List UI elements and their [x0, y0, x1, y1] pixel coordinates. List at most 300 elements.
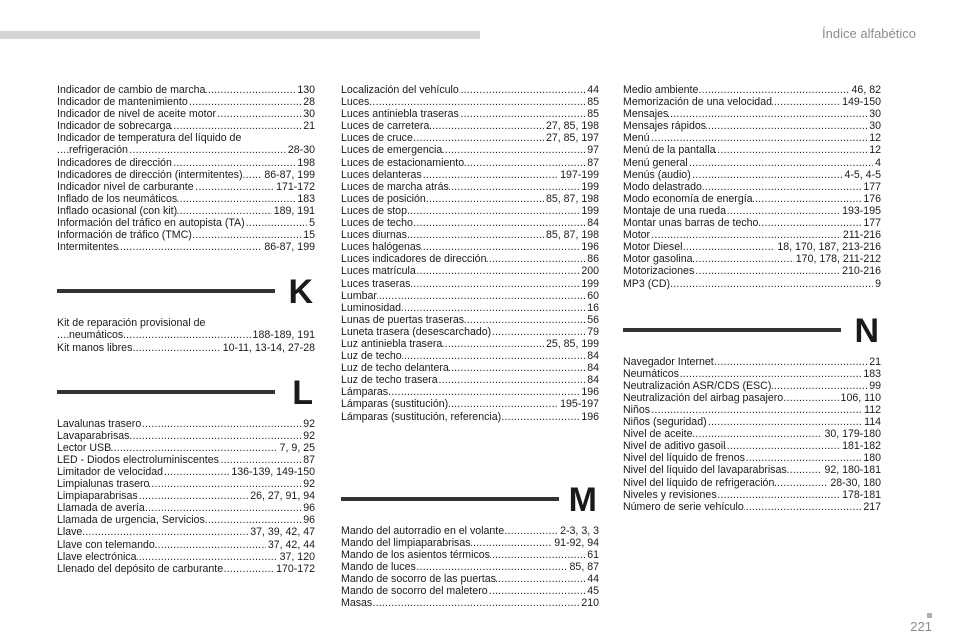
index-entry-pages: ..... 4 [875, 156, 881, 169]
index-entry-term: Indicador de mantenimiento [57, 96, 188, 109]
index-entry-term: Luz de techo [341, 350, 402, 363]
index-entry [623, 404, 881, 416]
index-entry-term: Mando de los asientos térmicos [341, 548, 490, 561]
index-entry-term: Kit de reparación provisional de [57, 317, 206, 330]
index-entry-term: Lámparas [341, 386, 389, 399]
index-entry-term: Motor [623, 229, 651, 242]
index-entry-term: Masas [341, 597, 373, 610]
index-entry-term: LED - Diodos electroluminiscentes [57, 453, 219, 466]
entries-l-cont [341, 84, 599, 423]
index-entry-pages: ..... 56 [587, 313, 599, 326]
index-entry-pages: ..... 45 [587, 585, 599, 598]
index-entry-pages: ..... 21 [869, 355, 881, 368]
index-entry-term: neumáticos [69, 329, 124, 342]
index-entry-term: Mando de socorro del maletero [341, 585, 488, 598]
index-entry-pages: ..... 46, 82 [851, 84, 881, 96]
index-entry [623, 477, 881, 489]
index-entry [623, 96, 881, 108]
index-entry-term: Mando de socorro de las puertas [341, 573, 496, 585]
index-entry-term: Mensajes rápidos [623, 120, 707, 133]
index-entry-term: Neumáticos [623, 367, 679, 380]
index-entry-term: Indicador de nivel de aceite motor [57, 108, 216, 121]
index-entry [57, 120, 315, 132]
index-entry-term: Luces de estacionamiento [341, 156, 465, 169]
index-entry [623, 368, 881, 380]
index-entry [623, 501, 881, 513]
index-entry [341, 398, 599, 410]
index-entry-pages: ..... 176 [863, 192, 881, 205]
index-entry-pages: ..... 210-216 [842, 265, 881, 278]
index-entry [57, 241, 315, 253]
index-entry-pages: ..... 217 [863, 500, 881, 513]
index-entry-term: Memorización de una velocidad [623, 96, 772, 109]
index-entry-pages: ..... 84 [587, 217, 599, 230]
index-entry [341, 302, 599, 314]
index-entry-pages: ..... 26, 27, 91, 94 [250, 490, 315, 503]
index-entry-term: Luces matrícula [341, 265, 416, 278]
index-entry-pages: ..... 5 [309, 217, 315, 230]
index-entry [341, 120, 599, 132]
index-entry [341, 573, 599, 585]
index-entry [57, 551, 315, 563]
index-entry [623, 241, 881, 253]
index-entry [341, 205, 599, 217]
index-entry-term: Niveles y revisiones [623, 488, 717, 501]
index-entry-pages: ..... 7, 9, 25 [279, 441, 315, 454]
index-entry-pages: ..... 197-199 [560, 168, 599, 181]
index-entry-term: Lavalunas trasero [57, 417, 142, 430]
index-entry-pages: ..... 28 [303, 96, 315, 109]
index-entry-term: Llenado del depósito de carburante [57, 562, 224, 575]
index-entry-pages: ..... 210 [581, 597, 599, 610]
index-entry [341, 84, 599, 96]
index-entry-term: Inflado ocasional (con kit) [57, 204, 178, 217]
index-entry-pages: ..... 92 [303, 429, 315, 442]
index-entry-pages: ..... 211-216 [842, 229, 881, 242]
index-entry-pages: ..... 188-189, 191 [252, 329, 315, 342]
index-entry-pages: ..... 87 [587, 156, 599, 169]
index-entry-pages: ..... 183 [863, 367, 881, 380]
index-entry-pages: ..... 37, 39, 42, 47 [250, 526, 315, 539]
index-entry [57, 144, 315, 156]
index-entry-pages: ..... 180 [863, 452, 881, 465]
index-entry-term: Número de serie vehículo [623, 500, 744, 513]
index-entry-term: Mensajes [623, 108, 669, 121]
index-entry [57, 526, 315, 538]
index-entry [57, 418, 315, 430]
index-entry-pages: ..... 85 [587, 108, 599, 121]
index-entry-term: Indicador nivel de carburante [57, 180, 194, 193]
index-entry-pages: ..... 44 [587, 573, 599, 585]
index-entry [341, 314, 599, 326]
index-entry-pages: ..... 189, 191 [273, 204, 315, 217]
index-entry [341, 537, 599, 549]
index-entry-pages: ..... 195-197 [560, 398, 599, 411]
index-entry [623, 452, 881, 464]
index-entry-pages: ..... 84 [587, 362, 599, 375]
index-entry-pages: ..... 178-181 [842, 488, 881, 501]
index-entry-pages: ..... 177 [863, 217, 881, 230]
index-entry-pages: ..... 92, 180-181 [824, 464, 881, 477]
index-entry-pages: ..... 181-182 [842, 440, 881, 453]
index-entry-pages: ..... 27, 85, 198 [545, 120, 599, 133]
index-entry-term: Neutralización ASR/CDS (ESC) [623, 379, 772, 392]
index-entry-pages: ..... 99 [869, 379, 881, 392]
index-entry [57, 442, 315, 454]
section-n [623, 312, 881, 350]
index-entry-term: Motor gasolina [623, 253, 693, 266]
entries-k [57, 317, 315, 353]
index-entry [623, 205, 881, 217]
section-divider [623, 328, 841, 332]
index-entry-term: Indicador de sobrecarga [57, 120, 172, 133]
index-entry-term: Luminosidad [341, 301, 402, 314]
index-entry [57, 454, 315, 466]
index-entry-term: Luces de carretera [341, 120, 430, 133]
index-entry-term: Nivel del líquido del lavaparabrisas [623, 464, 787, 477]
index-entry-pages: ..... 84 [587, 350, 599, 363]
page-number: 221 [910, 619, 932, 634]
index-entry [623, 356, 881, 368]
index-entry-pages: ..... 85, 87 [569, 560, 599, 573]
index-entry [623, 428, 881, 440]
index-entry-pages: ..... 136-139, 149-150 [231, 465, 315, 478]
index-entry [341, 326, 599, 338]
index-entry-pages: ..... 91-92, 94 [554, 536, 599, 549]
index-entry [57, 490, 315, 502]
index-entry-term: Motorizaciones [623, 265, 695, 278]
index-entry-pages: ..... 112 [864, 403, 881, 416]
index-entry [57, 329, 315, 341]
index-entry-term: Nivel de aditivo gasoil [623, 440, 726, 453]
index-entry-pages: ..... 10-11, 13-14, 27-28 [222, 341, 315, 354]
index-entry [57, 563, 315, 575]
index-entry-term: Menú general [623, 156, 688, 169]
index-entry-pages: ..... 37, 42, 44 [267, 538, 315, 551]
index-entry [623, 380, 881, 392]
index-column-2 [341, 84, 599, 609]
index-entry-pages: ..... 12 [869, 132, 881, 145]
index-entry-pages: ..... 79 [587, 325, 599, 338]
index-entry-pages: ..... 196 [581, 386, 599, 399]
index-entry [57, 478, 315, 490]
index-entry [623, 157, 881, 169]
index-entry [57, 217, 315, 229]
index-entry [623, 120, 881, 132]
index-entry-term: Lunas de puertas traseras [341, 313, 465, 326]
index-entry-term: Luneta trasera (desescarchado) [341, 325, 492, 338]
index-entry-pages: ..... 96 [303, 514, 315, 527]
index-entry-pages: ..... 130 [297, 84, 315, 96]
index-entry-pages: ..... 44 [587, 84, 599, 96]
index-entry-term: Luces de posición [341, 192, 426, 205]
index-entry [341, 108, 599, 120]
index-entry-term: Llave con telemando [57, 538, 155, 551]
index-entry [57, 430, 315, 442]
index-entry [57, 514, 315, 526]
index-entry-pages: ..... 199 [581, 180, 599, 193]
index-entry-term: Navegador Internet [623, 355, 714, 368]
index-entry [57, 229, 315, 241]
index-entry-term: Lumbar [341, 289, 377, 302]
index-entry-term: Niños (seguridad) [623, 416, 707, 429]
index-entry [57, 169, 315, 181]
section-letter-n: N [854, 311, 879, 350]
index-entry-pages: ..... 28-30 [287, 144, 315, 157]
index-entry-pages: ..... 171-172 [276, 180, 315, 193]
index-entry-term: Localización del vehículo [341, 84, 459, 96]
index-entry [341, 217, 599, 229]
index-entry-pages: ..... 177 [863, 180, 881, 193]
index-entry [341, 411, 599, 423]
index-entry-term: Llamada de avería [57, 502, 145, 515]
index-entry-term: Luces [341, 96, 370, 109]
index-entry [623, 464, 881, 476]
entries-m-cont [623, 84, 881, 290]
index-entry-term: refrigeración [69, 144, 128, 157]
index-entry [341, 265, 599, 277]
index-entry-pages: ..... 92 [303, 478, 315, 491]
index-entry-term: Montar unas barras de techo [623, 217, 759, 230]
index-entry [57, 132, 315, 144]
index-entry [341, 350, 599, 362]
index-entry-term: Lámparas (sustitución) [341, 398, 449, 411]
index-entry-pages: ..... 170-172 [276, 562, 315, 575]
index-entry-term: Luz de techo trasera [341, 374, 438, 387]
index-entry-term: Lámparas (sustitución, referencia) [341, 410, 502, 423]
index-entry-term: Kit manos libres [57, 341, 133, 354]
index-entry [57, 317, 315, 329]
index-entry [623, 229, 881, 241]
section-divider [341, 497, 559, 501]
index-entry-term: Indicador de temperatura del líquido de [57, 132, 242, 145]
index-entry-term: Información de tráfico (TMC) [57, 229, 192, 242]
index-entry [341, 229, 599, 241]
index-entry-pages: ..... 199 [581, 204, 599, 217]
index-entry-pages: ..... 28-30, 180 [830, 476, 881, 489]
index-entry-term: Modo delastrado [623, 180, 702, 193]
index-entry-term: Luces indicadores de dirección [341, 253, 487, 266]
index-entry [623, 440, 881, 452]
index-entry [623, 392, 881, 404]
index-entry-term: Modo economía de energía [623, 192, 753, 205]
index-entry-pages: ..... 87 [303, 453, 315, 466]
index-entry-term: Luz antiniebla trasera [341, 337, 443, 350]
index-entry-term: Nivel del líquido de frenos [623, 452, 745, 465]
section-letter-k: K [288, 273, 313, 312]
index-entry-term: Indicador de cambio de marcha [57, 84, 206, 96]
index-entry-pages: ..... 25, 85, 199 [545, 337, 599, 350]
index-entry [623, 181, 881, 193]
index-entry-term: Luces de cruce [341, 132, 413, 145]
index-entry-pages: ..... 85, 87, 198 [545, 229, 599, 242]
index-entry-pages: ..... 106, 110 [840, 391, 881, 404]
index-entry-term: Indicadores de dirección (intermitentes) [57, 168, 243, 181]
index-entry-term: Luces de emergencia [341, 144, 443, 157]
index-column-3 [623, 84, 881, 513]
index-entry-term: Limpialunas trasero [57, 478, 150, 491]
index-entry-term: Lavaparabrisas [57, 429, 130, 442]
index-entry-term: Menú de la pantalla [623, 144, 716, 157]
index-entry [623, 108, 881, 120]
index-entry-pages: ..... 37, 120 [279, 550, 315, 563]
index-entry [341, 96, 599, 108]
index-entry [341, 193, 599, 205]
index-entry-term: Inflado de los neumáticos [57, 192, 178, 205]
index-entry-pages: ..... 200 [581, 265, 599, 278]
index-entry-term: Luces traseras [341, 277, 411, 290]
entries-i [57, 84, 315, 253]
index-entry [341, 525, 599, 537]
index-entry-term: Intermitentes [57, 241, 119, 254]
index-entry [623, 132, 881, 144]
index-entry [623, 416, 881, 428]
index-entry [57, 502, 315, 514]
index-entry [341, 561, 599, 573]
index-entry-term: Neutralización del airbag pasajero [623, 391, 784, 404]
index-entry-pages: ..... 61 [587, 548, 599, 561]
index-entry-pages: ..... 86-87, 199 [264, 168, 315, 181]
index-entry-term: Lector USB [57, 441, 112, 454]
index-entry-term: Menús (audio) [623, 168, 691, 181]
index-entry-pages: ..... 15 [303, 229, 315, 242]
index-entry-term: Limitador de velocidad [57, 465, 163, 478]
index-entry [341, 597, 599, 609]
index-entry-pages: ..... 193-195 [842, 204, 881, 217]
index-entry-pages: ..... 97 [587, 144, 599, 157]
index-entry-pages: ..... 30, 179-180 [824, 428, 881, 441]
index-entry [341, 374, 599, 386]
index-entry-term: Luz de techo delantera [341, 362, 449, 375]
index-entry [57, 157, 315, 169]
index-entry-pages: ..... 21 [303, 120, 315, 133]
index-entry-term: Niños [623, 403, 651, 416]
index-entry-pages: ..... 85 [587, 96, 599, 109]
index-entry-pages: ..... 30 [303, 108, 315, 121]
index-entry [623, 144, 881, 156]
index-entry [57, 193, 315, 205]
index-entry [341, 290, 599, 302]
index-column-1 [57, 84, 315, 575]
header-bar [0, 31, 480, 39]
index-entry-term: Luces antiniebla traseras [341, 108, 459, 121]
index-entry-term: Menú [623, 132, 650, 145]
index-entry [341, 181, 599, 193]
index-entry-term: Nivel del líquido de refrigeración [623, 476, 775, 489]
index-entry-term: Montaje de una rueda [623, 204, 727, 217]
index-entry-term: Llave electrónica [57, 550, 137, 563]
index-entry-term: Nivel de aceite [623, 428, 693, 441]
index-entry [341, 386, 599, 398]
section-letter-l: L [292, 373, 313, 412]
index-entry-pages: ..... 183 [297, 192, 315, 205]
index-entry-term: Mando del limpiaparabrisas [341, 536, 471, 549]
index-entry-term: Mando de luces [341, 560, 416, 573]
index-entry [341, 253, 599, 265]
index-entry [623, 217, 881, 229]
entries-m [341, 525, 599, 610]
index-entry [57, 181, 315, 193]
index-entry-pages: ..... 86-87, 199 [264, 241, 315, 254]
section-m [341, 481, 599, 519]
section-l [57, 374, 315, 412]
index-entry [623, 193, 881, 205]
index-entry-pages: ..... 2-3, 3, 3 [560, 524, 599, 537]
index-entry-term: Llamada de urgencia, Servicios [57, 514, 205, 527]
index-entry [341, 338, 599, 350]
index-entry-pages: ..... 30 [869, 120, 881, 133]
index-entry [341, 132, 599, 144]
index-entry [623, 278, 881, 290]
entries-n [623, 356, 881, 513]
index-entry [341, 278, 599, 290]
index-entry [623, 84, 881, 96]
index-entry [341, 157, 599, 169]
index-entry-pages: ..... 198 [297, 156, 315, 169]
index-entry-term: MP3 (CD) [623, 277, 671, 290]
index-entry-pages: ..... 149-150 [842, 96, 881, 109]
index-entry-pages: ..... 114 [864, 416, 881, 429]
index-entry [341, 585, 599, 597]
index-entry-pages: ..... 85, 87, 198 [545, 192, 599, 205]
index-entry-pages: ..... 27, 85, 197 [545, 132, 599, 145]
index-entry [57, 342, 315, 354]
index-entry [57, 108, 315, 120]
section-divider [57, 289, 275, 293]
index-entry [341, 169, 599, 181]
index-entry-pages: ..... 84 [587, 374, 599, 387]
index-entry-term: Limpiaparabrisas [57, 490, 138, 503]
index-entry [57, 466, 315, 478]
index-entry-term: Llave [57, 526, 83, 539]
index-entry-pages: ..... 170, 178, 211-212 [795, 253, 881, 266]
index-entry [623, 489, 881, 501]
index-entry-term: Indicadores de dirección [57, 156, 172, 169]
index-entry-pages: ..... 30 [869, 108, 881, 121]
index-entry [57, 539, 315, 551]
index-entry [57, 96, 315, 108]
index-entry [623, 253, 881, 265]
index-entry-pages: ..... 16 [587, 301, 599, 314]
index-entry-pages: ..... 196 [581, 410, 599, 423]
index-entry-pages: ..... 92 [303, 417, 315, 430]
index-entry [57, 84, 315, 96]
index-entry-pages: ..... 12 [869, 144, 881, 157]
section-k [57, 273, 315, 311]
index-entry-term: Luces diurnas [341, 229, 407, 242]
index-entry-pages: ..... 4-5, 4-5 [844, 168, 881, 181]
index-entry-term: Motor Diesel [623, 241, 683, 254]
index-entry-term: Información del tráfico en autopista (TA) [57, 217, 245, 230]
index-entry-term: Luces halógenas [341, 241, 422, 254]
index-entry-term: Luces delanteras [341, 168, 422, 181]
index-entry-pages: ..... 60 [587, 289, 599, 302]
index-entry-term: Luces de stop [341, 204, 407, 217]
index-entry [57, 205, 315, 217]
index-entry-pages: ..... 86 [587, 253, 599, 266]
index-entry-term: Medio ambiente [623, 84, 699, 96]
index-entry-pages: ..... 199 [581, 277, 599, 290]
page-marker [927, 613, 932, 618]
index-entry [623, 265, 881, 277]
section-divider [57, 390, 275, 394]
entries-l [57, 418, 315, 575]
index-entry-term: Luces de marcha atrás [341, 180, 449, 193]
index-entry-pages: ..... 18, 170, 187, 213-216 [777, 241, 881, 254]
index-entry-term: Mando del autorradio en el volante [341, 524, 505, 537]
index-entry-pages: ..... 196 [581, 241, 599, 254]
index-entry [341, 144, 599, 156]
